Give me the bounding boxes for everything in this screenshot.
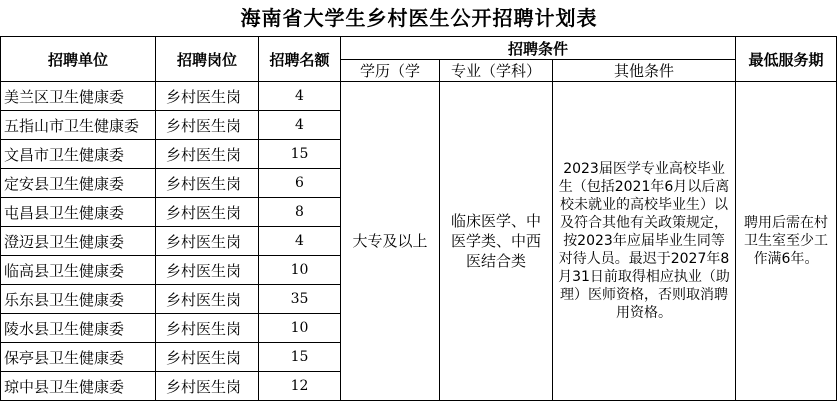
cell-post: 乡村医生岗	[156, 82, 259, 111]
header-conditions: 招聘条件	[341, 37, 736, 60]
header-service: 最低服务期	[736, 37, 837, 82]
cell-count: 4	[259, 82, 341, 111]
recruitment-table	[0, 36, 837, 401]
cell-count: 8	[259, 198, 341, 227]
cell-post: 乡村医生岗	[156, 111, 259, 140]
cell-education: 大专及以上	[341, 82, 440, 401]
cell-unit: 美兰区卫生健康委	[1, 82, 156, 111]
cell-count: 12	[259, 372, 341, 401]
cell-post: 乡村医生岗	[156, 140, 259, 169]
cell-post: 乡村医生岗	[156, 372, 259, 401]
cell-service: 聘用后需在村卫生室至少工作满6年。	[736, 82, 837, 401]
cell-unit: 琼中县卫生健康委	[1, 372, 156, 401]
cell-post: 乡村医生岗	[156, 227, 259, 256]
cell-unit: 保亭县卫生健康委	[1, 343, 156, 372]
cell-unit: 屯昌县卫生健康委	[1, 198, 156, 227]
cell-post: 乡村医生岗	[156, 343, 259, 372]
cell-count: 10	[259, 314, 341, 343]
cell-unit: 陵水县卫生健康委	[1, 314, 156, 343]
cell-count: 15	[259, 343, 341, 372]
cell-count: 6	[259, 169, 341, 198]
cell-count: 4	[259, 227, 341, 256]
cell-post: 乡村医生岗	[156, 198, 259, 227]
header-post: 招聘岗位	[156, 37, 259, 82]
cell-unit: 文昌市卫生健康委	[1, 140, 156, 169]
cell-post: 乡村医生岗	[156, 256, 259, 285]
cell-unit: 澄迈县卫生健康委	[1, 227, 156, 256]
header-major: 专业（学科）	[440, 60, 553, 82]
cell-major: 临床医学、中医学类、中西医结合类	[440, 82, 553, 401]
cell-count: 15	[259, 140, 341, 169]
page-title: 海南省大学生乡村医生公开招聘计划表	[240, 6, 598, 30]
cell-post: 乡村医生岗	[156, 285, 259, 314]
cell-count: 35	[259, 285, 341, 314]
cell-unit: 临高县卫生健康委	[1, 256, 156, 285]
cell-other-conditions: 2023届医学专业高校毕业生（包括2021年6月以后离校未就业的高校毕业生）以及符合其他有关政策规定，按2023年应届毕业生同等对待人员。最迟于2027年8月31日前取得相应执业（助理）医师资格，否则取消聘用资格。	[553, 82, 736, 401]
header-education: 学历（学	[341, 60, 440, 82]
cell-unit: 定安县卫生健康委	[1, 169, 156, 198]
header-count: 招聘名额	[259, 37, 341, 82]
cell-count: 10	[259, 256, 341, 285]
cell-count: 4	[259, 111, 341, 140]
header-unit: 招聘单位	[1, 37, 156, 82]
cell-unit: 五指山市卫生健康委	[1, 111, 156, 140]
cell-post: 乡村医生岗	[156, 169, 259, 198]
cell-post: 乡村医生岗	[156, 314, 259, 343]
cell-unit: 乐东县卫生健康委	[1, 285, 156, 314]
header-other: 其他条件	[553, 60, 736, 82]
table-row	[1, 82, 837, 111]
